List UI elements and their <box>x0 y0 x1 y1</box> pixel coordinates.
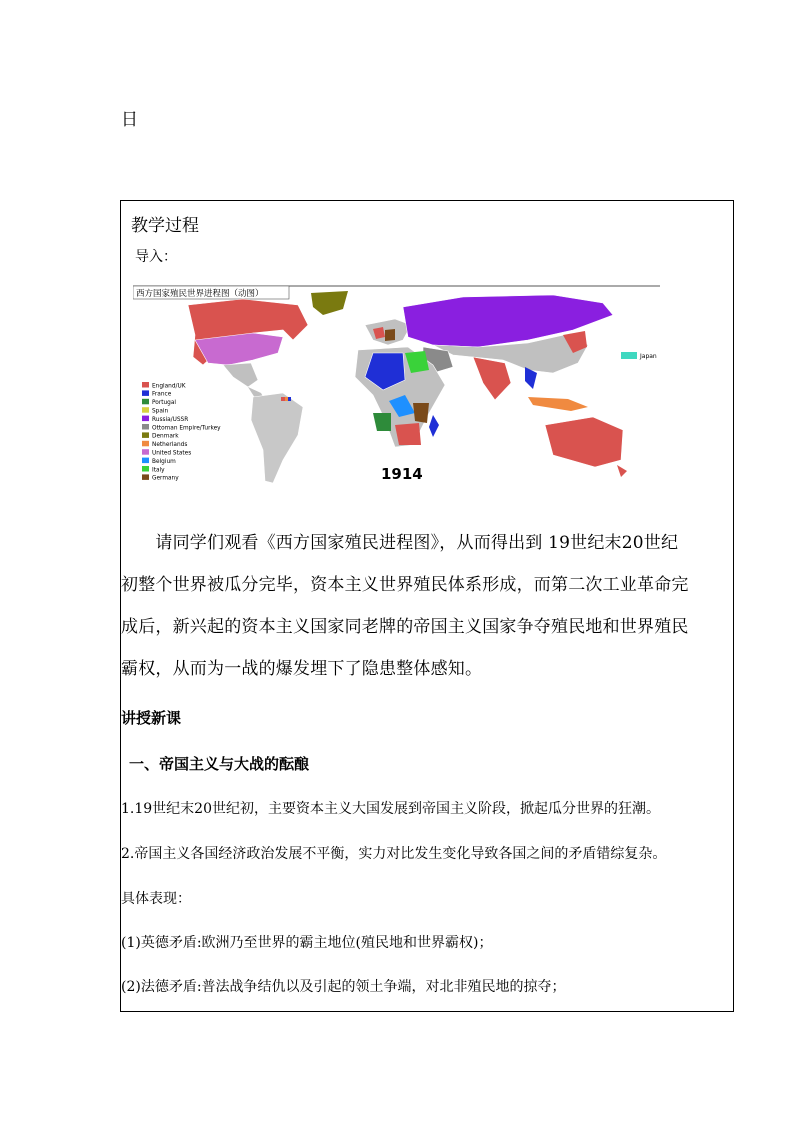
japan-label: Japan <box>640 353 657 360</box>
legend-swatch <box>142 432 149 438</box>
section-heading-1: 一、帝国主义与大战的酝酿 <box>129 755 310 773</box>
legend-label: Germany <box>152 475 179 482</box>
legend-label: England/UK <box>152 383 186 390</box>
legend-swatch <box>142 458 149 464</box>
legend-swatch <box>142 390 149 396</box>
list-item-2: 2.帝国主义各国经济政治发展不平衡，实力对比发生变化导致各国之间的矛盾错综复杂。 <box>121 846 667 862</box>
legend-swatch <box>142 407 149 413</box>
map-title: 西方国家殖民世界进程图（动图） <box>136 289 264 299</box>
legend-swatch <box>142 382 149 388</box>
intro-label: 导入： <box>135 249 177 265</box>
legend-label: Ottoman Empire/Turkey <box>152 425 221 432</box>
legend-label: France <box>152 391 172 398</box>
legend-swatch <box>142 449 149 455</box>
legend-label: Netherlands <box>152 442 188 449</box>
list-item-4: (1)英德矛盾:欧洲乃至世界的霸主地位(殖民地和世界霸权)； <box>121 935 493 951</box>
map-year: 1914 <box>381 465 423 483</box>
para-line: 初整个世界被瓜分完毕，资本主义世界殖民体系形成，而第二次工业革命完 <box>121 575 689 595</box>
para-line: 霸权，从而为一战的爆发埋下了隐患整体感知。 <box>121 659 483 679</box>
japan-legend-swatch <box>621 352 637 359</box>
legend-swatch <box>142 474 149 480</box>
header-character: 日 <box>121 110 138 130</box>
legend-label: Russia/USSR <box>152 416 189 423</box>
legend-swatch <box>142 441 149 447</box>
intro-paragraph <box>121 528 735 696</box>
list-item-3: 具体表现： <box>121 891 191 907</box>
legend-swatch <box>142 466 149 472</box>
list-item-5: (2)法德矛盾:普法战争结仇以及引起的领土争端，对北非殖民地的掠夺； <box>121 979 566 995</box>
section-title: 教学过程 <box>131 216 199 236</box>
legend-label: Portugal <box>152 400 177 407</box>
para-line: 成后，新兴起的资本主义国家同老牌的帝国主义国家争夺殖民地和世界殖民 <box>121 617 689 637</box>
legend-label: United States <box>152 450 192 457</box>
legend-label: Italy <box>152 467 165 474</box>
new-lesson-heading: 讲授新课 <box>121 709 182 727</box>
para-line: 请同学们观看《西方国家殖民进程图》，从而得出到 19世纪末20世纪 <box>121 533 679 553</box>
list-item-1: 1.19世纪末20世纪初，主要资本主义大国发展到帝国主义阶段，掀起瓜分世界的狂潮。 <box>121 801 660 817</box>
lesson-frame <box>120 200 734 1012</box>
legend-swatch <box>142 399 149 405</box>
colonial-world-map <box>133 285 660 495</box>
legend-label: Denmark <box>152 433 179 440</box>
legend-swatch <box>142 416 149 422</box>
legend-label: Belgium <box>152 458 176 465</box>
legend-swatch <box>142 424 149 430</box>
legend-label: Spain <box>152 408 169 415</box>
